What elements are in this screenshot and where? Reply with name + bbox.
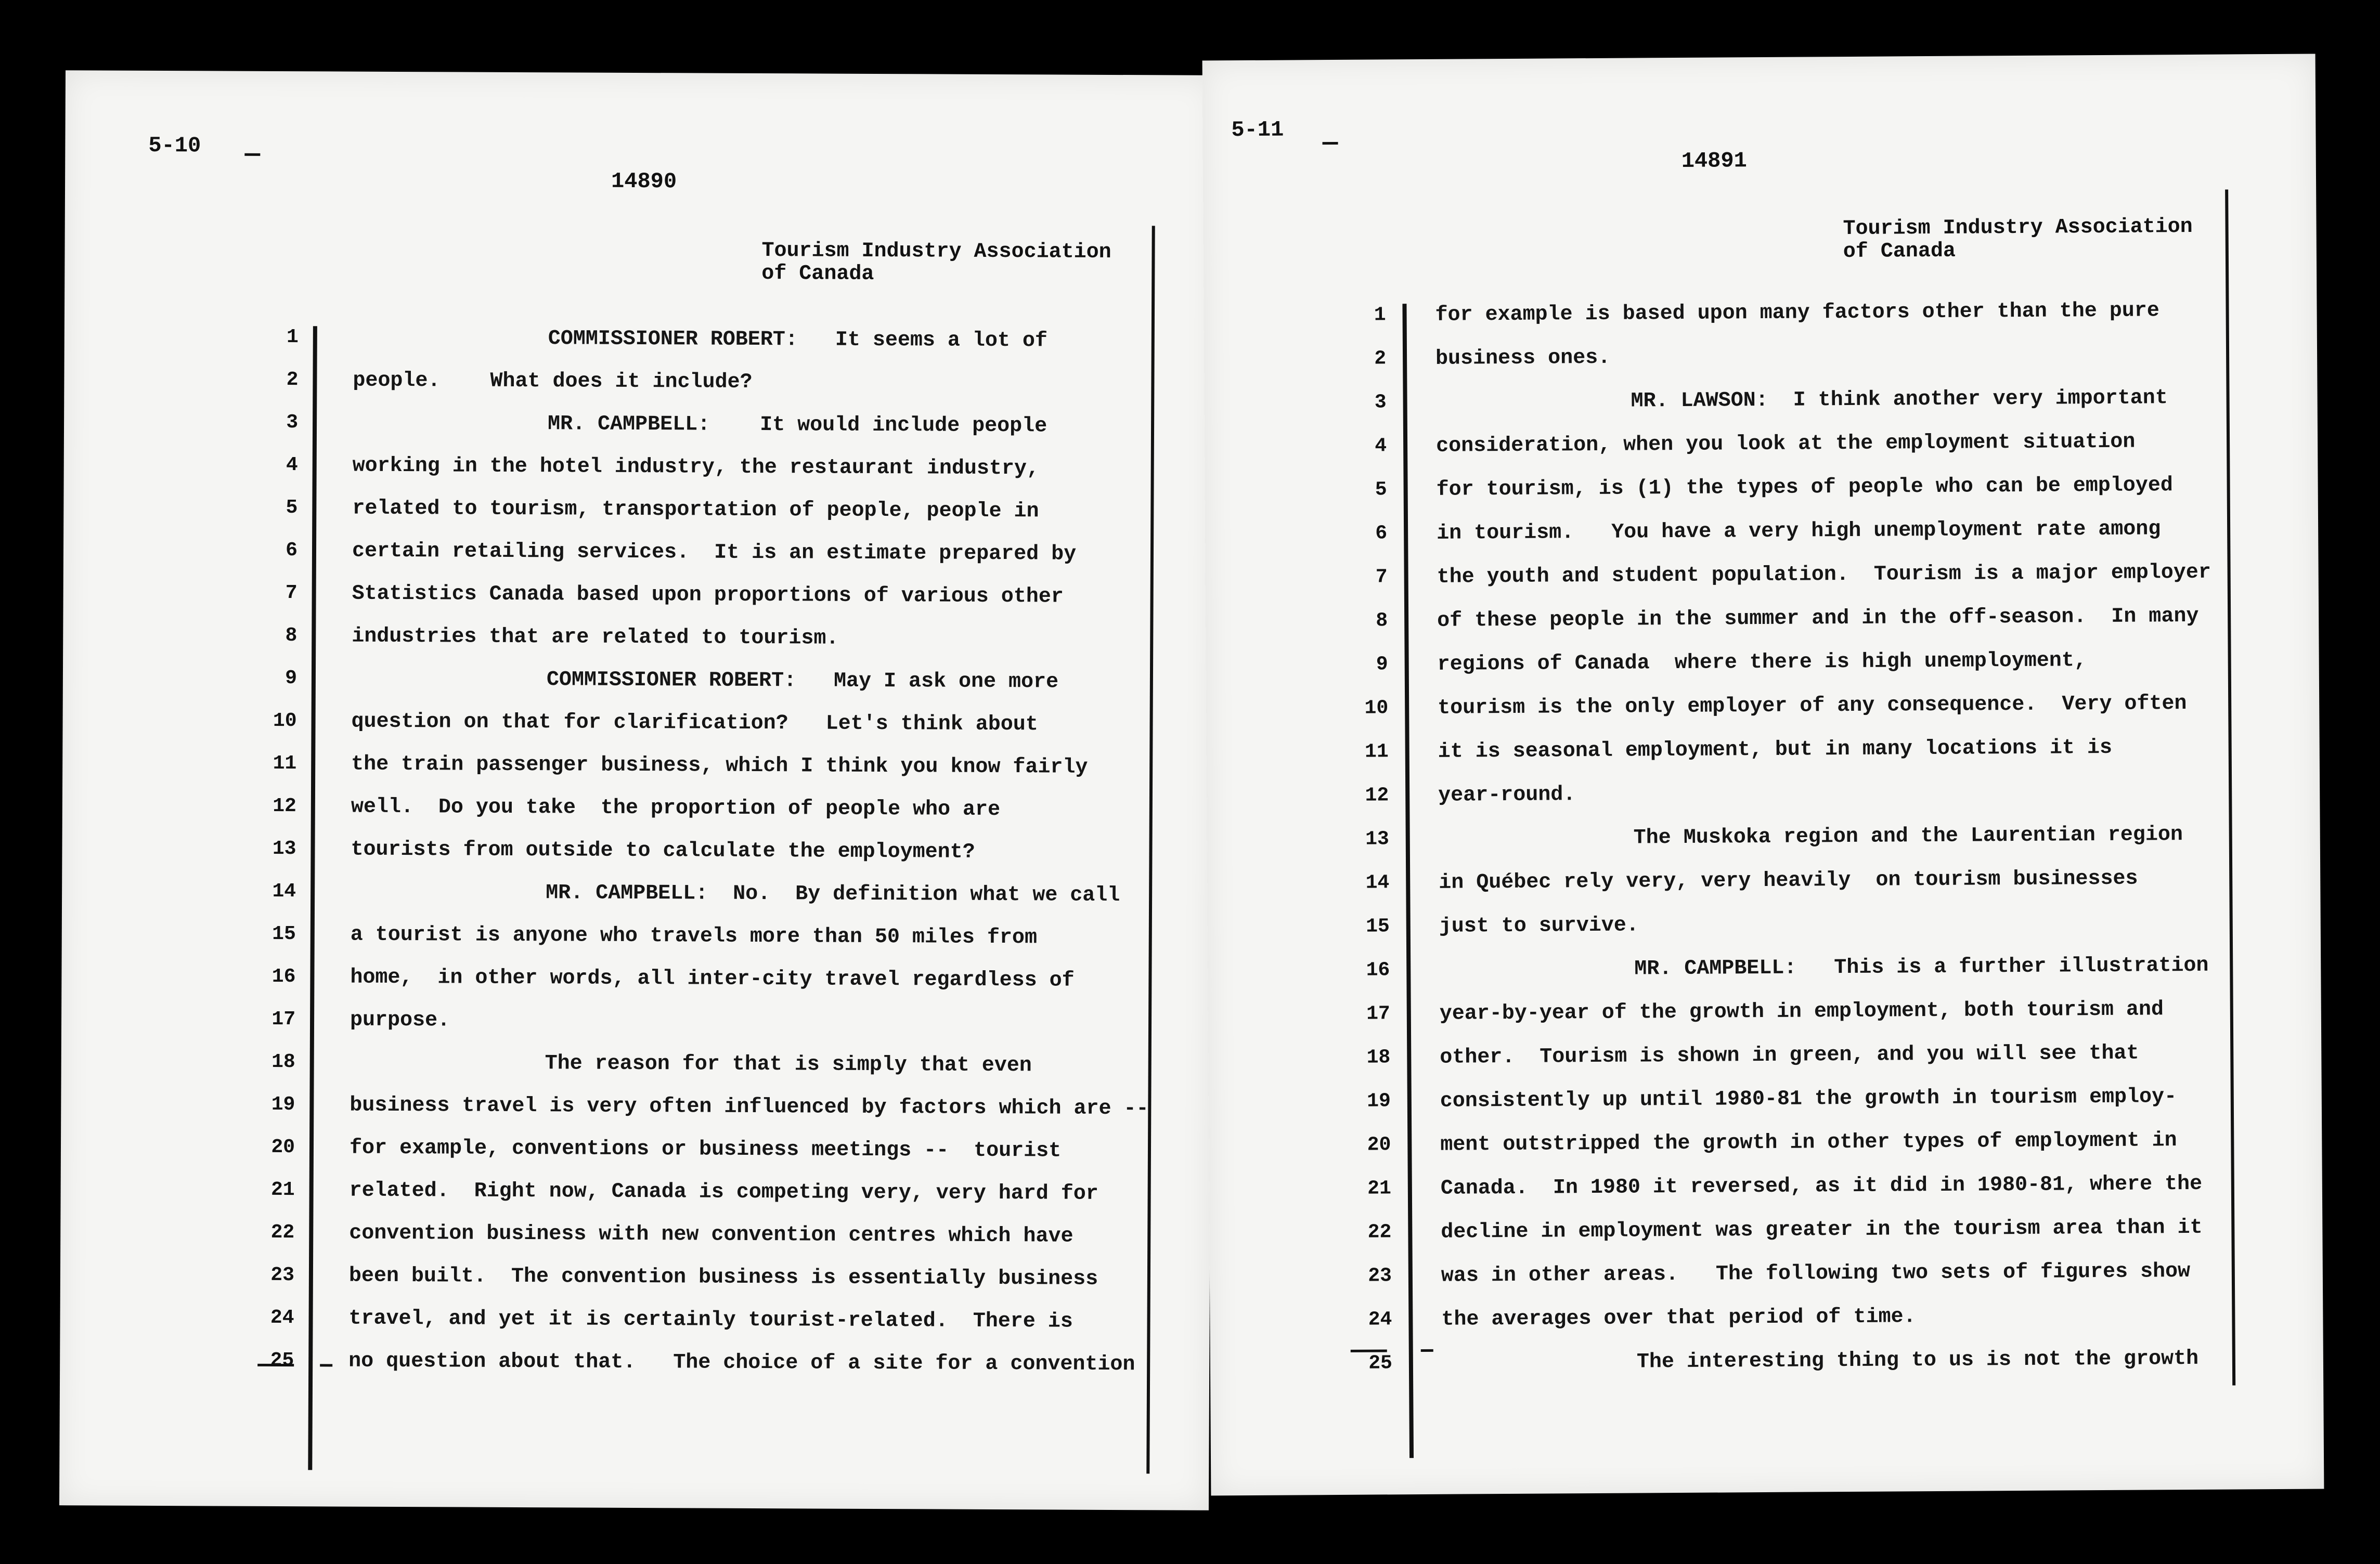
transcript-line: business ones.: [1435, 346, 1611, 371]
line-number: 2: [1374, 347, 1387, 370]
transcript-line: the averages over that period of time.: [1441, 1305, 1916, 1332]
line-25-dash: [320, 1364, 332, 1366]
transcript-line: purpose.: [350, 1008, 450, 1033]
page-code: 5-10: [148, 133, 201, 159]
org-heading: [1843, 216, 2193, 264]
transcript-line: industries that are related to tourism.: [352, 624, 839, 650]
transcript-line: certain retailing services. It is an estimate prepared by: [352, 539, 1077, 566]
line-number: 18: [1366, 1046, 1391, 1069]
org-heading-line2: of Canada: [1843, 239, 1956, 264]
line-number: 6: [286, 539, 298, 562]
header-dash: [244, 153, 260, 156]
transcript-line: The interesting thing to us is not the growth: [1636, 1347, 2199, 1374]
transcript-line: Statistics Canada based upon proportions of various other: [352, 582, 1064, 609]
line-number: 14: [272, 880, 296, 903]
transcript-line: year-by-year of the growth in employment, both tourism and: [1439, 998, 2164, 1026]
left-transcript-page: [59, 70, 1215, 1510]
line-number: 7: [1375, 566, 1388, 589]
line-number: 3: [286, 411, 299, 434]
transcript-line: tourists from outside to calculate the employment?: [351, 838, 975, 864]
line-number: 11: [1364, 740, 1389, 763]
transcript-line: for example is based upon many factors other than the pure: [1435, 299, 2159, 327]
line-number: 18: [271, 1050, 295, 1074]
transcript-line: other. Tourism is shown in green, and you will see that: [1440, 1041, 2139, 1070]
transcript-line: travel, and yet it is certainly tourist-related. There is: [348, 1307, 1073, 1334]
transcript-line: working in the hotel industry, the restaurant industry,: [352, 454, 1040, 481]
transcript-line: MR. CAMPBELL: It would include people: [547, 412, 1047, 438]
line-number: 8: [1376, 609, 1388, 632]
line-number: 17: [271, 1008, 296, 1031]
line-number: 20: [1367, 1133, 1391, 1156]
transcript-line: The reason for that is simply that even: [545, 1052, 1032, 1078]
transcript-line: consideration, when you look at the employment situation: [1435, 430, 2136, 458]
line-number: 16: [1366, 959, 1390, 982]
line-number: 11: [273, 752, 297, 775]
transcript-line: was in other areas. The following two sets of figures show: [1441, 1260, 2191, 1288]
line-number: 6: [1375, 522, 1388, 545]
line-number: 2: [286, 369, 299, 392]
transcript-line: been built. The convention business is essentially business: [348, 1264, 1098, 1291]
line-number: 24: [1368, 1308, 1392, 1331]
transcript-line: MR. LAWSON: I think another very important: [1631, 386, 2168, 413]
transcript-line: COMMISSIONER ROBERT: It seems a lot of: [548, 327, 1048, 353]
org-heading-line1: Tourism Industry Association: [761, 239, 1111, 264]
transcript-line: tourism is the only employer of any consequence. Very often: [1438, 692, 2187, 720]
transcript-line: consistently up until 1980-81 the growth in tourism employ-: [1440, 1085, 2177, 1113]
line-number: 7: [285, 582, 298, 605]
transcript-line: related. Right now, Canada is competing very, very hard for: [349, 1179, 1098, 1206]
line-number: 1: [286, 326, 299, 349]
transcript-line: for example, conventions or business meetings -- tourist: [349, 1136, 1062, 1163]
line-number: 21: [1367, 1177, 1391, 1200]
line-number: 1: [1374, 304, 1386, 327]
line-number: 4: [1375, 435, 1387, 458]
transcript-line: convention business with new convention centres which have: [349, 1221, 1073, 1248]
transcript-line: just to survive.: [1439, 914, 1639, 939]
transcript-line: business travel is very often influenced by factors which are --: [350, 1093, 1149, 1121]
line-number: 19: [271, 1093, 295, 1116]
right-transcript-page: [1202, 54, 2324, 1495]
line-number: 23: [270, 1263, 295, 1287]
page-number: 14890: [611, 168, 677, 194]
transcript-line: well. Do you take the proportion of people who are: [351, 795, 1001, 822]
transcript-line: for tourism, is (1) the types of people who can be employed: [1436, 474, 2173, 502]
transcript-line: related to tourism, transportation of people, people in: [352, 497, 1039, 524]
transcript-line: ment outstripped the growth in other types of employment in: [1440, 1129, 2177, 1157]
transcript-line: a tourist is anyone who travels more than 50 miles from: [350, 923, 1038, 950]
line-number: 5: [1375, 478, 1387, 501]
transcript-line: MR. CAMPBELL: This is a further illustration: [1634, 954, 2209, 981]
transcript-line: in tourism. You have a very high unemployment rate among: [1437, 517, 2161, 545]
line-number: 9: [285, 667, 298, 690]
transcript-line: of these people in the summer and in the off-season. In many: [1437, 604, 2199, 633]
line-number: 12: [1365, 784, 1389, 807]
org-heading-line1: Tourism Industry Association: [1843, 215, 2193, 241]
line-number: 17: [1366, 1002, 1390, 1025]
transcript-line: MR. CAMPBELL: No. By definition what we call: [546, 881, 1120, 908]
line-number: 22: [1367, 1221, 1392, 1244]
transcript-line: decline in employment was greater in the tourism area than it: [1441, 1216, 2203, 1244]
line-number: 19: [1367, 1090, 1391, 1113]
line-number: 20: [271, 1136, 295, 1159]
line-number: 4: [286, 454, 298, 477]
line-number: 9: [1376, 653, 1388, 676]
line-number: 10: [273, 709, 297, 733]
line-number: 10: [1364, 697, 1389, 720]
transcript-line: Canada. In 1980 it reversed, as it did in 1980-81, where the: [1440, 1172, 2203, 1201]
transcript-line: the train passenger business, which I think you know fairly: [351, 752, 1088, 779]
transcript-line: it is seasonal employment, but in many locations it is: [1438, 736, 2113, 764]
line-number: 13: [1365, 828, 1389, 851]
transcript-line: no question about that. The choice of a site for a convention: [348, 1349, 1135, 1377]
transcript-line: home, in other words, all inter-city travel regardless of: [350, 966, 1075, 993]
line-number: 13: [272, 837, 296, 861]
transcript-line: the youth and student population. Tourism is a major employer: [1437, 561, 2211, 589]
line-25-dash: [1421, 1349, 1433, 1352]
transcript-line: regions of Canada where there is high unemployment,: [1437, 649, 2087, 676]
line-number: 5: [286, 497, 298, 519]
right-margin-rule: [2225, 190, 2235, 1386]
line-number: 12: [273, 794, 296, 818]
line-number: 25: [270, 1349, 294, 1372]
page-code: 5-11: [1231, 117, 1284, 143]
transcript-line: year-round.: [1438, 783, 1576, 807]
line-number: 22: [270, 1221, 295, 1244]
header-dash: [1323, 142, 1338, 145]
transcript-line: in Québec rely very, very heavily on tourism businesses: [1439, 867, 2138, 895]
transcript-line: The Muskoka region and the Laurentian region: [1633, 823, 2183, 850]
line-number: 15: [1366, 915, 1390, 938]
transcript-line: people. What does it include?: [353, 369, 753, 394]
line-number: 3: [1374, 391, 1387, 414]
left-margin-rule: [308, 326, 317, 1470]
line-number: 25: [1368, 1352, 1393, 1375]
page-number: 14891: [1681, 148, 1747, 174]
org-heading: [761, 240, 1111, 287]
org-heading-line2: of Canada: [761, 262, 874, 286]
line-number: 8: [285, 624, 298, 647]
line-number: 14: [1365, 871, 1390, 894]
line-number: 16: [271, 965, 296, 988]
line-number: 24: [270, 1306, 294, 1330]
line-number: 23: [1368, 1265, 1392, 1287]
left-margin-rule: [1402, 304, 1414, 1458]
transcript-line: question on that for clarification? Let's think about: [351, 710, 1038, 737]
line-number: 21: [270, 1178, 295, 1202]
transcript-line: COMMISSIONER ROBERT: May I ask one more: [546, 668, 1059, 694]
right-margin-rule: [1146, 226, 1155, 1474]
line-number: 15: [272, 922, 296, 946]
